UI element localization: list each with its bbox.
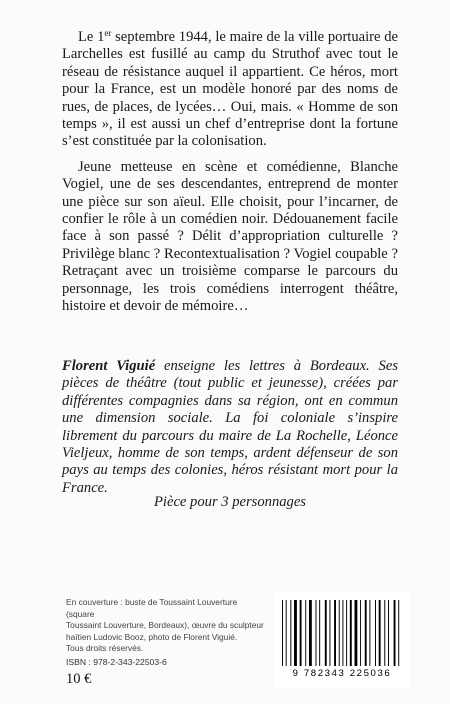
cover-credit	[66, 597, 266, 655]
ordinal-superscript: er	[104, 28, 112, 38]
barcode-digits: 9 782343 225036	[292, 668, 392, 679]
cover-credit-line: haïtien Ludovic Booz, photo de Florent Viguié.	[66, 631, 238, 642]
author-bio-text: enseigne les lettres à Bordeaux. Ses pièces de théâtre (tout public et jeunesse), créées par différentes compagnies dans sa région, ont en commun une dimension sociale. La foi coloniale s’inspire librement du parcours du maire de La Rochelle, Léonce Vieljeux, homme de son temps, ardent défenseur de son pays au temps des colonies, héros résistant mort pour la France.	[62, 358, 398, 496]
price: 10 €	[66, 671, 92, 687]
summary-text-rest: septembre 1944, le maire de la ville portuaire de Larchelles est fusillé au camp du Struthof avec tout le réseau de résistance auquel il appartient. Ce héros, mort pour la France, est un modèle honoré par des noms de rues, de places, de lycées… Oui, mais. « Homme de son temps », il est aussi un chef d’entreprise dont la fortune s’est constituée par la colonisation.	[62, 29, 399, 150]
summary-paragraph-1	[62, 29, 398, 151]
isbn: ISBN : 978-2-343-22503-6	[66, 657, 167, 667]
summary-text-start: Le 1	[78, 29, 105, 45]
summary-paragraph-2: Jeune metteuse en scène et comédienne, Blanche Vogiel, une de ses descendantes, entreprend de monter une pièce sur son aïeul. Elle choisit, pour l’incarner, de confier le rôle à un comédien noir. Dédouanement facile face à son passé ? Délit d’appropriation culturelle ? Privilège blanc ? Recontextualisation ? Vogiel coupable ? Retraçant avec un troisième comparse le parcours du personnage, les trois comédiens interrogent théâtre, histoire et devoir de mémoire…	[62, 158, 398, 315]
author-name: Florent Viguié	[62, 358, 156, 374]
cover-credit-line: Toussaint Louverture, Bordeaux), œuvre du sculpteur	[66, 620, 264, 631]
barcode-bars	[280, 600, 404, 666]
barcode	[274, 592, 410, 688]
author-bio	[62, 358, 398, 497]
cast-size: Pièce pour 3 personnages	[154, 494, 306, 510]
cover-credit-line: En couverture : buste de Toussaint Louverture (square	[66, 597, 238, 619]
book-summary	[62, 29, 398, 316]
rights-notice: Tous droits réservés.	[66, 643, 144, 654]
